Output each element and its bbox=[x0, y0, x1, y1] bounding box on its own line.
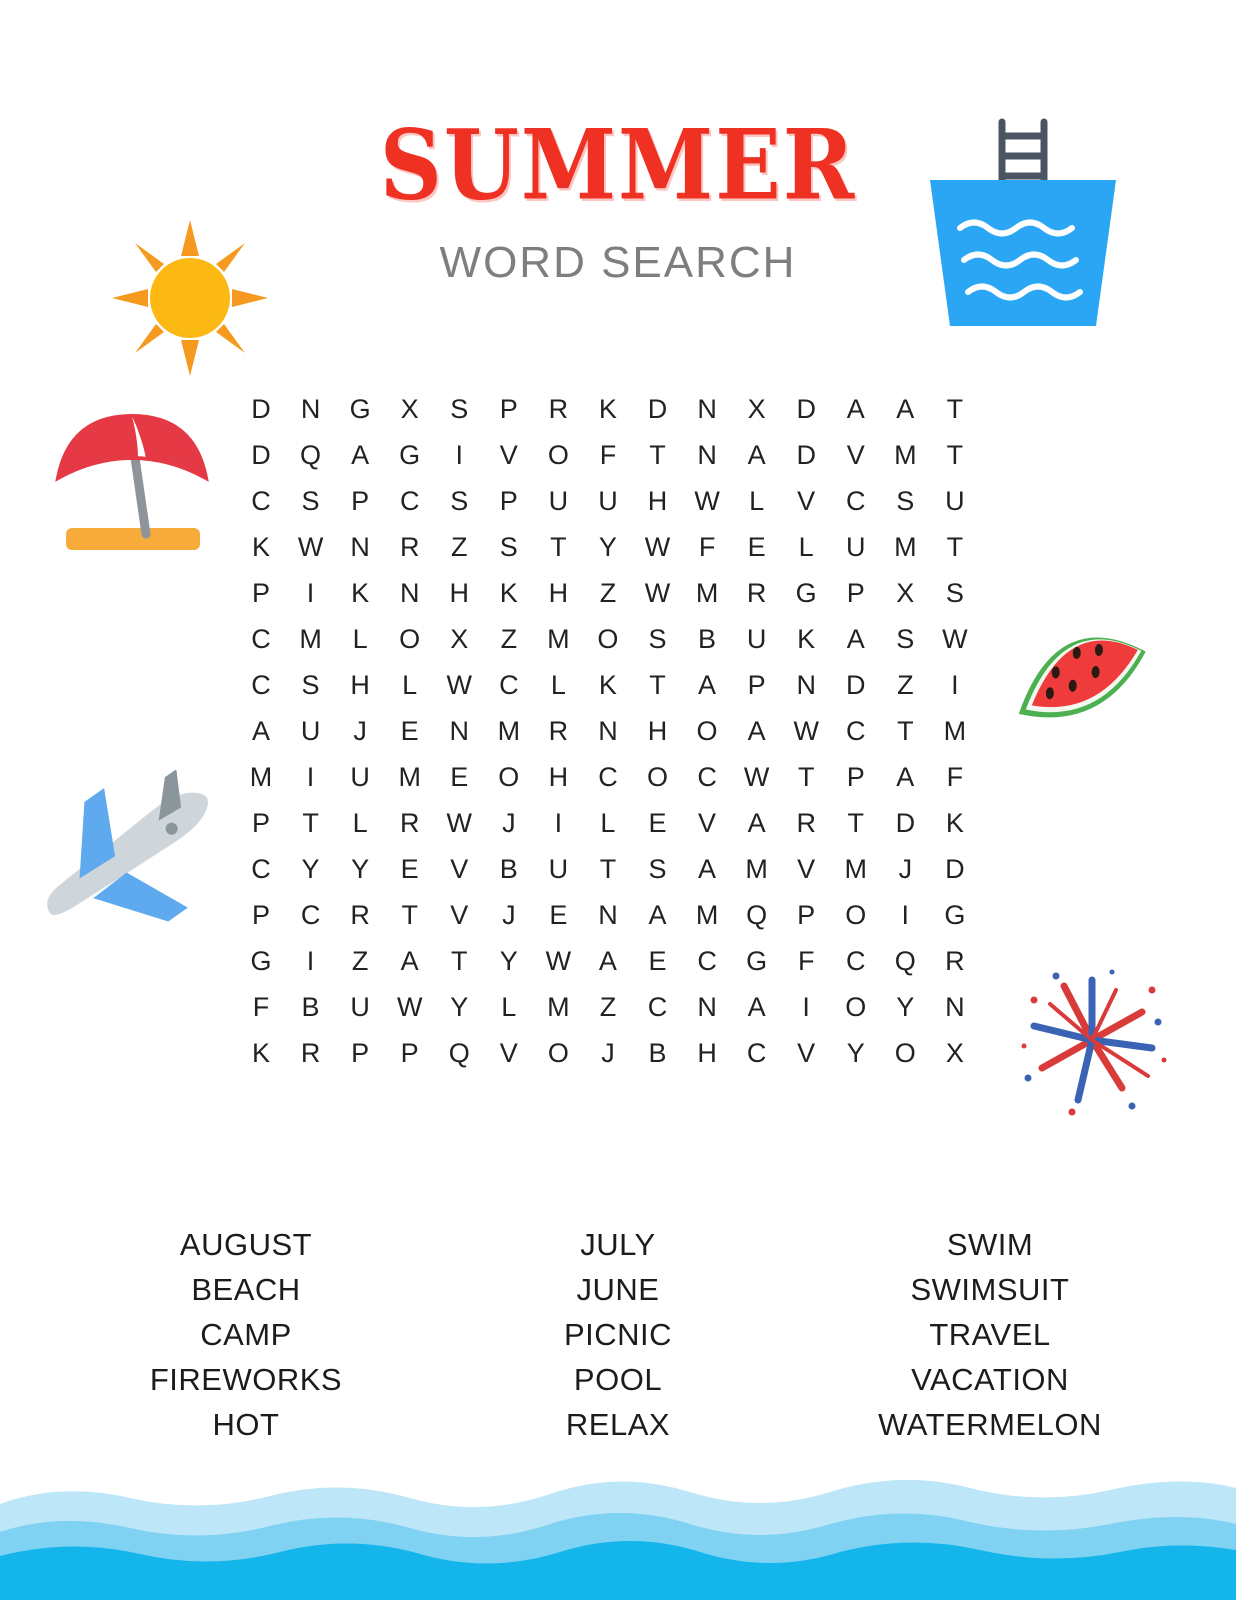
grid-row bbox=[248, 984, 968, 1030]
grid-cell[interactable]: C bbox=[251, 670, 271, 700]
grid-cell[interactable]: K bbox=[598, 670, 617, 700]
grid-cell[interactable]: M bbox=[695, 578, 719, 608]
grid-cell[interactable]: G bbox=[399, 440, 421, 470]
grid-cell[interactable]: T bbox=[649, 670, 666, 700]
grid-cell[interactable]: N bbox=[449, 716, 469, 746]
grid-cell[interactable]: Q bbox=[746, 900, 768, 930]
grid-cell[interactable]: R bbox=[300, 1038, 321, 1068]
pool-icon bbox=[898, 108, 1138, 338]
grid-cell[interactable]: I bbox=[951, 670, 959, 700]
grid-cell[interactable]: M bbox=[249, 762, 273, 792]
word-list-item[interactable]: WATERMELON bbox=[878, 1407, 1102, 1442]
grid-cell[interactable]: V bbox=[450, 854, 469, 884]
word-list-item[interactable]: JUNE bbox=[576, 1272, 660, 1307]
grid-cell[interactable]: H bbox=[697, 1038, 717, 1068]
grid-row bbox=[248, 386, 968, 432]
grid-cell[interactable]: P bbox=[251, 578, 270, 608]
grid-cell[interactable]: Q bbox=[448, 1038, 470, 1068]
grid-cell[interactable]: S bbox=[896, 624, 915, 654]
word-list-item[interactable]: SWIM bbox=[946, 1227, 1034, 1262]
grid-cell[interactable]: R bbox=[796, 808, 816, 838]
grid-cell[interactable]: A bbox=[351, 440, 370, 470]
grid-cell[interactable]: A bbox=[400, 946, 419, 976]
grid-cell[interactable]: V bbox=[797, 486, 816, 516]
grid-cell[interactable]: U bbox=[746, 624, 767, 654]
grid-cell[interactable]: N bbox=[598, 900, 618, 930]
grid-row bbox=[248, 800, 968, 846]
grid-row bbox=[248, 938, 968, 984]
beach-umbrella-icon bbox=[30, 390, 230, 580]
grid-cell[interactable]: C bbox=[499, 670, 519, 700]
grid-cell[interactable]: R bbox=[399, 532, 420, 562]
grid-cell[interactable]: M bbox=[497, 716, 521, 746]
grid-cell[interactable]: D bbox=[251, 440, 271, 470]
grid-cell[interactable]: C bbox=[746, 1038, 767, 1068]
grid-cell[interactable]: U bbox=[350, 762, 370, 792]
grid-cell[interactable]: I bbox=[306, 762, 315, 792]
grid-cell[interactable]: W bbox=[545, 946, 572, 976]
grid-cell[interactable]: Z bbox=[599, 578, 617, 608]
grid-cell[interactable]: J bbox=[502, 900, 516, 930]
grid-cell[interactable]: D bbox=[796, 394, 816, 424]
grid-cell[interactable]: M bbox=[695, 900, 719, 930]
page-subtitle: WORD SEARCH bbox=[439, 238, 797, 287]
grid-cell[interactable]: Q bbox=[894, 946, 916, 976]
grid-cell[interactable]: O bbox=[646, 762, 668, 792]
grid-cell[interactable]: A bbox=[846, 624, 865, 654]
grid-cell[interactable]: F bbox=[797, 946, 815, 976]
grid-cell[interactable]: B bbox=[698, 624, 717, 654]
grid-cell[interactable]: S bbox=[450, 486, 469, 516]
grid-cell[interactable]: C bbox=[846, 946, 866, 976]
grid-cell[interactable]: E bbox=[400, 854, 419, 884]
grid-cell[interactable]: M bbox=[943, 716, 967, 746]
grid-cell[interactable]: U bbox=[846, 532, 866, 562]
word-list-item[interactable]: TRAVEL bbox=[929, 1317, 1051, 1352]
grid-cell[interactable]: T bbox=[451, 946, 468, 976]
grid-cell[interactable]: G bbox=[795, 578, 817, 608]
grid-cell[interactable]: B bbox=[648, 1038, 667, 1068]
grid-cell[interactable]: T bbox=[897, 716, 914, 746]
grid-cell[interactable]: C bbox=[300, 900, 321, 930]
grid-cell[interactable]: K bbox=[251, 1038, 270, 1068]
grid-cell[interactable]: C bbox=[251, 486, 271, 516]
grid-row bbox=[248, 524, 968, 570]
grid-cell[interactable]: Y bbox=[598, 532, 617, 562]
grid-cell[interactable]: F bbox=[946, 762, 964, 792]
word-list-item[interactable]: PICNIC bbox=[563, 1317, 673, 1352]
grid-cell[interactable]: A bbox=[698, 854, 717, 884]
grid-row bbox=[248, 846, 968, 892]
grid-cell[interactable]: L bbox=[798, 532, 814, 562]
grid-cell[interactable]: E bbox=[747, 532, 766, 562]
grid-cell[interactable]: T bbox=[946, 394, 964, 424]
grid-cell[interactable]: S bbox=[945, 578, 964, 608]
grid-cell[interactable]: Z bbox=[500, 624, 518, 654]
grid-cell[interactable]: O bbox=[845, 992, 867, 1022]
airplane-icon bbox=[18, 770, 233, 960]
grid-cell[interactable]: P bbox=[499, 486, 518, 516]
grid-cell[interactable]: P bbox=[251, 900, 270, 930]
grid-row bbox=[248, 478, 968, 524]
grid-cell[interactable]: M bbox=[547, 624, 570, 654]
grid-cell[interactable]: C bbox=[846, 716, 866, 746]
grid-cell[interactable]: P bbox=[251, 808, 270, 838]
word-list-column bbox=[432, 1222, 804, 1447]
grid-cell[interactable]: K bbox=[945, 808, 964, 838]
grid-cell[interactable]: P bbox=[797, 900, 816, 930]
grid-cell[interactable]: I bbox=[802, 992, 810, 1022]
grid-cell[interactable]: R bbox=[350, 900, 370, 930]
grid-cell[interactable]: O bbox=[498, 762, 520, 792]
grid-cell[interactable]: A bbox=[598, 946, 617, 976]
grid-cell[interactable]: T bbox=[302, 808, 319, 838]
grid-cell[interactable]: E bbox=[400, 716, 419, 746]
grid-cell[interactable]: Z bbox=[599, 992, 617, 1022]
grid-cell[interactable]: K bbox=[499, 578, 518, 608]
grid-cell[interactable]: H bbox=[449, 578, 469, 608]
grid-cell[interactable]: J bbox=[601, 1038, 615, 1068]
grid-cell[interactable]: B bbox=[301, 992, 320, 1022]
grid-cell[interactable]: U bbox=[598, 486, 618, 516]
grid-cell[interactable]: U bbox=[548, 486, 569, 516]
grid-cell[interactable]: I bbox=[306, 946, 315, 976]
grid-cell[interactable]: M bbox=[894, 532, 917, 562]
grid-row bbox=[248, 570, 968, 616]
grid-cell[interactable]: R bbox=[548, 716, 569, 746]
grid-cell[interactable]: N bbox=[697, 992, 717, 1022]
grid-cell[interactable]: M bbox=[299, 624, 322, 654]
grid-cell[interactable]: O bbox=[399, 624, 421, 654]
grid-cell[interactable]: S bbox=[301, 486, 320, 516]
grid-cell[interactable]: Y bbox=[351, 854, 370, 884]
grid-cell[interactable]: U bbox=[548, 854, 569, 884]
grid-cell[interactable]: W bbox=[942, 624, 968, 654]
grid-cell[interactable]: V bbox=[499, 1038, 518, 1068]
grid-cell[interactable]: V bbox=[846, 440, 865, 470]
grid-cell[interactable]: G bbox=[746, 946, 768, 976]
grid-cell[interactable]: B bbox=[499, 854, 518, 884]
grid-cell[interactable]: Y bbox=[846, 1038, 865, 1068]
grid-cell[interactable]: A bbox=[747, 440, 766, 470]
word-list-item[interactable]: RELAX bbox=[565, 1407, 671, 1442]
grid-cell[interactable]: F bbox=[252, 992, 270, 1022]
grid-cell[interactable]: S bbox=[301, 670, 320, 700]
grid-cell[interactable]: V bbox=[499, 440, 518, 470]
grid-cell[interactable]: M bbox=[745, 854, 768, 884]
grid-cell[interactable]: H bbox=[647, 486, 668, 516]
grid-cell[interactable]: D bbox=[895, 808, 916, 838]
grid-cell[interactable]: W bbox=[297, 532, 324, 562]
grid-cell[interactable]: W bbox=[396, 992, 423, 1022]
letter-grid bbox=[248, 386, 968, 1076]
grid-cell[interactable]: G bbox=[250, 946, 272, 976]
grid-cell[interactable]: L bbox=[749, 486, 765, 516]
grid-cell[interactable]: Y bbox=[896, 992, 915, 1022]
grid-cell[interactable]: L bbox=[352, 624, 368, 654]
grid-cell[interactable]: P bbox=[351, 486, 370, 516]
grid-cell[interactable]: U bbox=[300, 716, 321, 746]
grid-cell[interactable]: T bbox=[847, 808, 864, 838]
grid-cell[interactable]: S bbox=[648, 854, 667, 884]
grid-cell[interactable]: I bbox=[455, 440, 463, 470]
grid-cell[interactable]: I bbox=[306, 578, 315, 608]
grid-cell[interactable]: J bbox=[502, 808, 516, 838]
grid-cell[interactable]: N bbox=[796, 670, 816, 700]
grid-cell[interactable]: H bbox=[647, 716, 668, 746]
grid-cell[interactable]: C bbox=[399, 486, 420, 516]
grid-cell[interactable]: E bbox=[648, 946, 667, 976]
grid-cell[interactable]: I bbox=[901, 900, 910, 930]
grid-cell[interactable]: T bbox=[946, 532, 964, 562]
grid-cell[interactable]: K bbox=[797, 624, 816, 654]
grid-cell[interactable]: W bbox=[446, 670, 472, 700]
grid-cell[interactable]: W bbox=[694, 486, 720, 516]
grid-cell[interactable]: X bbox=[896, 578, 915, 608]
grid-cell[interactable]: C bbox=[251, 854, 271, 884]
word-list-item[interactable]: CAMP bbox=[200, 1317, 292, 1352]
grid-cell[interactable]: M bbox=[844, 854, 867, 884]
water-wave-footer bbox=[0, 1470, 1236, 1600]
fireworks-icon bbox=[1012, 960, 1172, 1120]
grid-cell[interactable]: W bbox=[644, 532, 671, 562]
grid-cell[interactable]: C bbox=[846, 486, 866, 516]
grid-cell[interactable]: G bbox=[944, 900, 966, 930]
grid-cell[interactable]: U bbox=[945, 486, 965, 516]
grid-cell[interactable]: R bbox=[399, 808, 420, 838]
grid-cell[interactable]: D bbox=[846, 670, 866, 700]
grid-cell[interactable]: P bbox=[846, 762, 865, 792]
grid-row bbox=[248, 662, 968, 708]
word-list-item[interactable]: HOT bbox=[212, 1407, 280, 1442]
grid-cell[interactable]: P bbox=[351, 1038, 370, 1068]
word-list-column bbox=[60, 1222, 432, 1447]
page-title: SUMMER bbox=[379, 109, 857, 223]
grid-cell[interactable]: X bbox=[747, 394, 766, 424]
grid-cell[interactable]: M bbox=[547, 992, 570, 1022]
grid-cell[interactable]: W bbox=[793, 716, 819, 746]
word-list-item[interactable]: AUGUST bbox=[179, 1227, 313, 1262]
grid-cell[interactable]: M bbox=[398, 762, 421, 792]
grid-row bbox=[248, 708, 968, 754]
grid-cell[interactable]: M bbox=[894, 440, 917, 470]
grid-row bbox=[248, 432, 968, 478]
grid-cell[interactable]: Q bbox=[300, 440, 322, 470]
grid-cell[interactable]: O bbox=[547, 1038, 569, 1068]
grid-row bbox=[248, 616, 968, 662]
grid-cell[interactable]: N bbox=[697, 394, 717, 424]
grid-cell[interactable]: A bbox=[846, 394, 865, 424]
grid-cell[interactable]: T bbox=[649, 440, 666, 470]
word-list-item[interactable]: JULY bbox=[580, 1227, 656, 1262]
grid-cell[interactable]: L bbox=[550, 670, 566, 700]
grid-cell[interactable]: G bbox=[349, 394, 371, 424]
grid-cell[interactable]: C bbox=[251, 624, 271, 654]
grid-cell[interactable]: O bbox=[696, 716, 718, 746]
grid-row bbox=[248, 754, 968, 800]
grid-cell[interactable]: O bbox=[547, 440, 569, 470]
grid-cell[interactable]: H bbox=[350, 670, 370, 700]
grid-cell[interactable]: A bbox=[747, 716, 766, 746]
grid-cell[interactable]: N bbox=[598, 716, 618, 746]
grid-cell[interactable]: U bbox=[350, 992, 370, 1022]
grid-row bbox=[248, 1030, 968, 1076]
grid-cell[interactable]: A bbox=[747, 992, 766, 1022]
grid-cell[interactable]: A bbox=[747, 808, 766, 838]
grid-cell[interactable]: J bbox=[353, 716, 367, 746]
word-list bbox=[60, 1222, 1176, 1447]
grid-cell[interactable]: L bbox=[600, 808, 616, 838]
grid-cell[interactable]: C bbox=[647, 992, 668, 1022]
word-list-item[interactable]: BEACH bbox=[191, 1272, 301, 1307]
grid-cell[interactable]: S bbox=[896, 486, 915, 516]
grid-cell[interactable]: W bbox=[743, 762, 770, 792]
grid-cell[interactable]: X bbox=[400, 394, 419, 424]
word-list-column bbox=[804, 1222, 1176, 1447]
grid-cell[interactable]: W bbox=[644, 578, 671, 608]
grid-cell[interactable]: V bbox=[698, 808, 717, 838]
grid-cell[interactable]: O bbox=[894, 1038, 916, 1068]
grid-cell[interactable]: R bbox=[548, 394, 569, 424]
grid-cell[interactable]: T bbox=[946, 440, 964, 470]
grid-cell[interactable]: F bbox=[698, 532, 716, 562]
grid-cell[interactable]: N bbox=[697, 440, 717, 470]
grid-cell[interactable]: P bbox=[499, 394, 518, 424]
grid-cell[interactable]: K bbox=[251, 532, 270, 562]
grid-row bbox=[248, 892, 968, 938]
grid-cell[interactable]: S bbox=[648, 624, 667, 654]
grid-cell[interactable]: A bbox=[251, 716, 270, 746]
grid-cell[interactable]: Z bbox=[451, 532, 468, 562]
grid-cell[interactable]: N bbox=[399, 578, 420, 608]
grid-cell[interactable]: A bbox=[698, 670, 717, 700]
grid-cell[interactable]: D bbox=[945, 854, 965, 884]
word-list-item[interactable]: POOL bbox=[573, 1362, 663, 1397]
grid-cell[interactable]: W bbox=[446, 808, 472, 838]
grid-cell[interactable]: T bbox=[797, 762, 815, 792]
grid-cell[interactable]: O bbox=[597, 624, 619, 654]
grid-cell[interactable]: Y bbox=[301, 854, 320, 884]
grid-cell[interactable]: K bbox=[351, 578, 370, 608]
grid-cell[interactable]: D bbox=[796, 440, 816, 470]
grid-cell[interactable]: J bbox=[898, 854, 913, 884]
grid-cell[interactable]: D bbox=[647, 394, 668, 424]
grid-cell[interactable]: Y bbox=[450, 992, 469, 1022]
grid-cell[interactable]: T bbox=[599, 854, 617, 884]
grid-cell[interactable]: E bbox=[549, 900, 568, 930]
grid-cell[interactable]: Z bbox=[897, 670, 914, 700]
grid-cell[interactable]: R bbox=[945, 946, 965, 976]
grid-cell[interactable]: V bbox=[797, 1038, 816, 1068]
grid-cell[interactable]: S bbox=[450, 394, 469, 424]
grid-cell[interactable]: V bbox=[797, 854, 816, 884]
sun-icon bbox=[110, 218, 270, 378]
grid-cell[interactable]: N bbox=[945, 992, 965, 1022]
grid-cell[interactable]: R bbox=[746, 578, 767, 608]
grid-cell[interactable]: H bbox=[548, 578, 569, 608]
word-list-item[interactable]: VACATION bbox=[911, 1362, 1069, 1397]
grid-cell[interactable]: C bbox=[598, 762, 618, 792]
grid-cell[interactable]: K bbox=[598, 394, 617, 424]
grid-cell[interactable]: L bbox=[352, 808, 368, 838]
grid-cell[interactable]: H bbox=[548, 762, 569, 792]
grid-cell[interactable]: T bbox=[401, 900, 418, 930]
grid-cell[interactable]: O bbox=[845, 900, 867, 930]
grid-cell[interactable]: L bbox=[402, 670, 418, 700]
grid-cell[interactable]: L bbox=[501, 992, 517, 1022]
grid-cell[interactable]: X bbox=[450, 624, 469, 654]
grid-cell[interactable]: E bbox=[648, 808, 667, 838]
grid-cell[interactable]: D bbox=[251, 394, 271, 424]
grid-cell[interactable]: N bbox=[350, 532, 370, 562]
grid-cell[interactable]: P bbox=[846, 578, 865, 608]
grid-cell[interactable]: C bbox=[697, 762, 717, 792]
grid-cell[interactable]: Y bbox=[499, 946, 518, 976]
grid-cell[interactable]: P bbox=[400, 1038, 419, 1068]
grid-cell[interactable]: A bbox=[896, 762, 915, 792]
grid-cell[interactable]: F bbox=[599, 440, 617, 470]
grid-cell[interactable]: X bbox=[945, 1038, 964, 1068]
grid-cell[interactable]: Z bbox=[351, 946, 369, 976]
word-list-item[interactable]: SWIMSUIT bbox=[910, 1272, 1070, 1307]
watermelon-icon bbox=[996, 592, 1156, 747]
grid-cell[interactable]: S bbox=[499, 532, 518, 562]
grid-cell[interactable]: V bbox=[450, 900, 469, 930]
grid-cell[interactable]: P bbox=[747, 670, 766, 700]
grid-cell[interactable]: A bbox=[896, 394, 915, 424]
grid-cell[interactable]: E bbox=[450, 762, 469, 792]
grid-cell[interactable]: I bbox=[554, 808, 563, 838]
grid-cell[interactable]: A bbox=[648, 900, 667, 930]
grid-cell[interactable]: N bbox=[300, 394, 321, 424]
word-list-item[interactable]: FIREWORKS bbox=[149, 1362, 343, 1397]
grid-cell[interactable]: C bbox=[697, 946, 717, 976]
grid-cell[interactable]: T bbox=[550, 532, 567, 562]
